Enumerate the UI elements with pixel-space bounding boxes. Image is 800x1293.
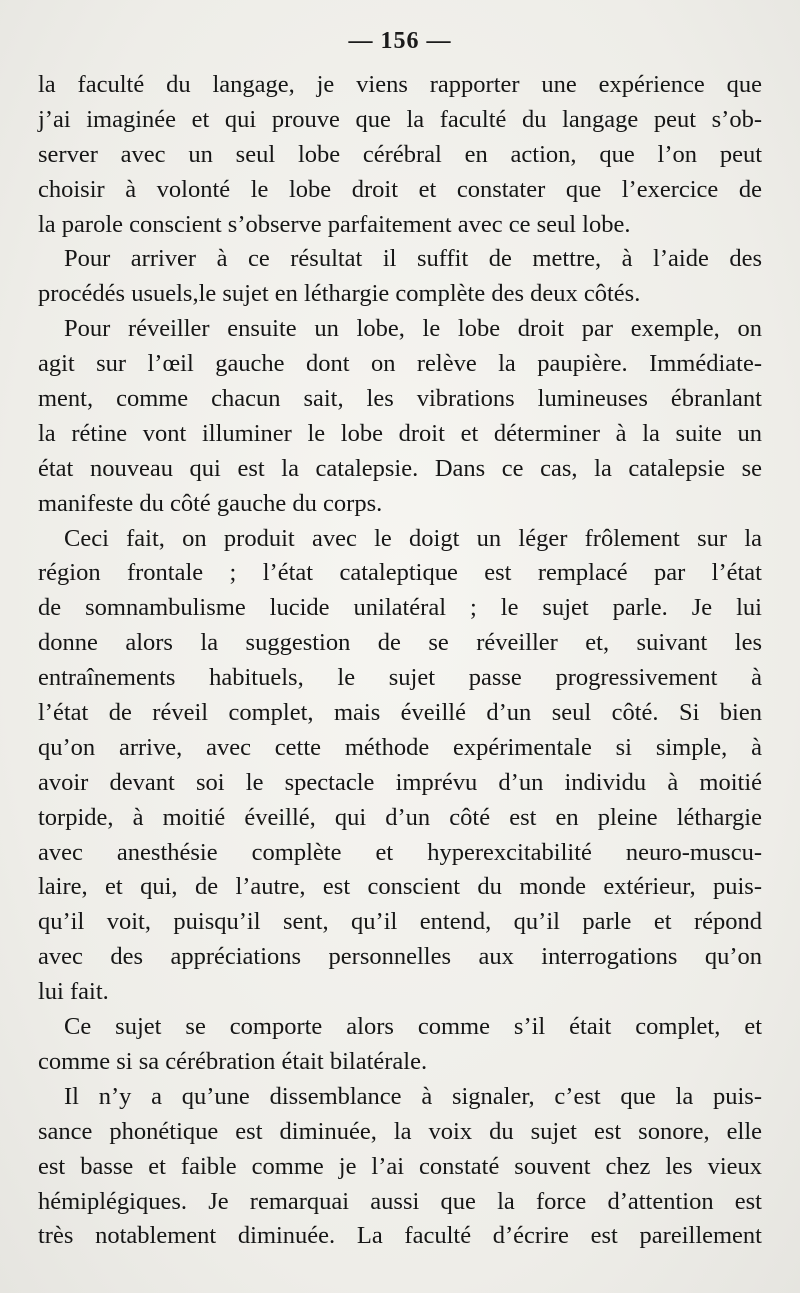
text-line: torpide, à moitié éveillé, qui d’un côté est en pleine léthargie bbox=[38, 803, 762, 831]
text-line: Ce sujet se comporte alors comme s’il était complet, et bbox=[64, 1013, 762, 1041]
text-line: l’état de réveil complet, mais éveillé d’un seul côté. Si bien bbox=[38, 699, 762, 727]
text-line: procédés usuels,le sujet en léthargie complète des deux côtés. bbox=[38, 280, 641, 308]
page-number: — 156 — bbox=[348, 28, 452, 54]
text-line: avec anesthésie complète et hyperexcitabilité neuro-muscu- bbox=[38, 838, 762, 866]
text-line: lui fait. bbox=[38, 978, 109, 1006]
text-line: j’ai imaginée et qui prouve que la faculté du langage peut s’ob- bbox=[38, 105, 762, 133]
text-line: ment, comme chacun sait, les vibrations lumineuses ébranlant bbox=[38, 385, 762, 413]
text-line: choisir à volonté le lobe droit et constater que l’exercice de bbox=[38, 175, 762, 203]
text-line: la rétine vont illuminer le lobe droit et déterminer à la suite un bbox=[38, 419, 762, 447]
text-line: laire, et qui, de l’autre, est conscient du monde extérieur, puis- bbox=[38, 873, 762, 901]
text-line: avec des appréciations personnelles aux interrogations qu’on bbox=[38, 943, 762, 971]
text-line: Il n’y a qu’une dissemblance à signaler, c’est que la puis- bbox=[64, 1082, 762, 1110]
text-line: manifeste du côté gauche du corps. bbox=[38, 489, 383, 517]
text-line: qu’il voit, puisqu’il sent, qu’il entend, qu’il parle et répond bbox=[38, 908, 762, 936]
text-line: sance phonétique est diminuée, la voix du sujet est sonore, elle bbox=[38, 1117, 762, 1145]
text-line: Pour arriver à ce résultat il suffit de mettre, à l’aide des bbox=[64, 245, 762, 273]
text-line: avoir devant soi le spectacle imprévu d’un individu à moitié bbox=[38, 768, 762, 796]
text-line: Pour réveiller ensuite un lobe, le lobe droit par exemple, on bbox=[64, 315, 762, 343]
text-line: agit sur l’œil gauche dont on relève la paupière. Immédiate- bbox=[38, 350, 762, 378]
text-line: Ceci fait, on produit avec le doigt un léger frôlement sur la bbox=[64, 524, 762, 552]
text-line: donne alors la suggestion de se réveiller et, suivant les bbox=[38, 629, 762, 657]
text-line: hémiplégiques. Je remarquai aussi que la force d’attention est bbox=[38, 1187, 762, 1215]
text-line: comme si sa cérébration était bilatérale. bbox=[38, 1047, 428, 1075]
text-line: région frontale ; l’état cataleptique est remplacé par l’état bbox=[38, 559, 762, 587]
text-line: server avec un seul lobe cérébral en action, que l’on peut bbox=[38, 140, 762, 168]
body-text bbox=[38, 68, 762, 1254]
text-line: entraînements habituels, le sujet passe progressivement à bbox=[38, 664, 762, 692]
text-line: de somnambulisme lucide unilatéral ; le sujet parle. Je lui bbox=[38, 594, 762, 622]
text-line: très notablement diminuée. La faculté d’écrire est pareillement bbox=[38, 1222, 762, 1250]
text-line: la parole conscient s’observe parfaitement avec ce seul lobe. bbox=[38, 210, 631, 238]
text-line: qu’on arrive, avec cette méthode expérimentale si simple, à bbox=[38, 733, 762, 761]
text-line: état nouveau qui est la catalepsie. Dans ce cas, la catalepsie se bbox=[38, 454, 762, 482]
text-line: est basse et faible comme je l’ai constaté souvent chez les vieux bbox=[38, 1152, 762, 1180]
text-line: la faculté du langage, je viens rapporter une expérience que bbox=[38, 71, 762, 98]
